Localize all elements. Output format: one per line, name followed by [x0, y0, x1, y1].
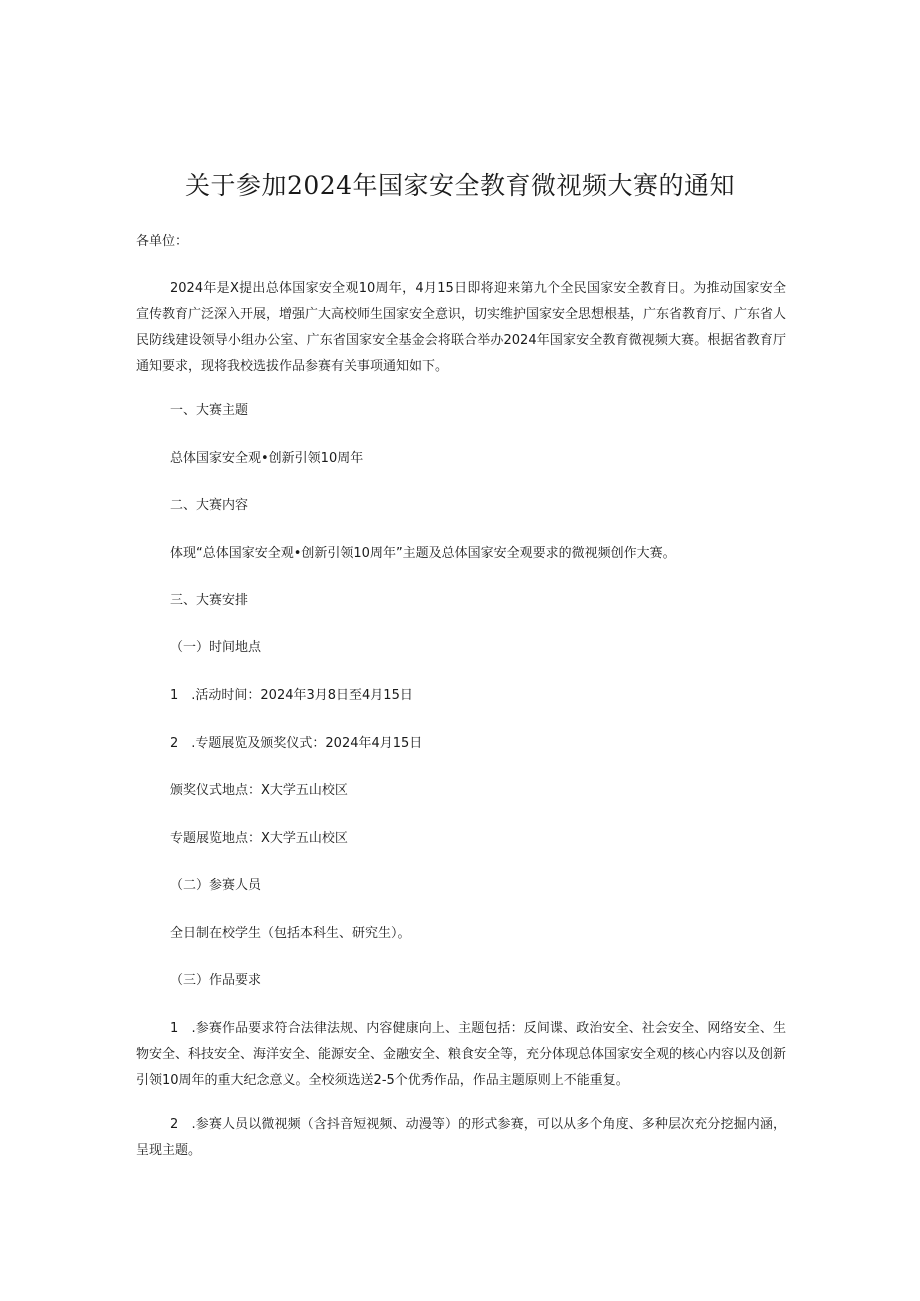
section3-heading: 三、大赛安排	[170, 593, 249, 608]
requirement-1: 1 .参赛作品要求符合法律法规、内容健康向上、主题包括：反间谍、政治安全、社会安全、网络安全、生物安全、科技安全、海洋安全、能源安全、金融安全、粮食安全等，充分体现总体国家安全观的核心内容以及创新引领10周年的重大纪念意义。全校须选送2-5个优秀作品，作品主题原则上不能重复。	[136, 1021, 787, 1088]
sub3-heading: （三）作品要求	[170, 973, 262, 988]
sub2-heading: （二）参赛人员	[170, 878, 262, 893]
section1-heading: 一、大赛主题	[170, 403, 249, 418]
salutation: 各单位：	[136, 234, 189, 249]
intro-paragraph: 2024年是X提出总体国家安全观10周年，4月15日即将迎来第九个全民国家安全教育日。为推动国家安全宣传教育广泛深入开展，增强广大高校师生国家安全意识，切实维护国家安全思想根基，广东省教育厅、广东省人民防线建设领导小组办公室、广东省国家安全基金会将联合举办2024年国家安全教育微视频大赛。根据省教育厅通知要求，现将我校选拔作品参赛有关事项通知如下。	[136, 281, 787, 374]
section1-text: 总体国家安全观•创新引领10周年	[170, 451, 364, 466]
sub2-text: 全日制在校学生（包括本科生、研究生）。	[170, 926, 411, 941]
venue-award: 颁奖仪式地点：X大学五山校区	[170, 783, 348, 798]
section2-text: 体现“总体国家安全观•创新引领10周年”主题及总体国家安全观要求的微视频创作大赛。	[170, 546, 676, 561]
venue-exhibit: 专题展览地点：X大学五山校区	[170, 831, 348, 846]
item2-exhibition-ceremony: 2 .专题展览及颁奖仪式：2024年4月15日	[170, 736, 423, 751]
requirement-2: 2 .参赛人员以微视频（含抖音短视频、动漫等）的形式参赛，可以从多个角度、多种层次充分挖掘内涵，呈现主题。	[136, 1117, 786, 1158]
item1-activity-time: 1 .活动时间：2024年3月8日至4月15日	[170, 688, 413, 703]
sub1-heading: （一）时间地点	[170, 640, 262, 655]
document-title: 关于参加2024年国家安全教育微视频大赛的通知	[184, 171, 736, 200]
section2-heading: 二、大赛内容	[170, 498, 249, 513]
